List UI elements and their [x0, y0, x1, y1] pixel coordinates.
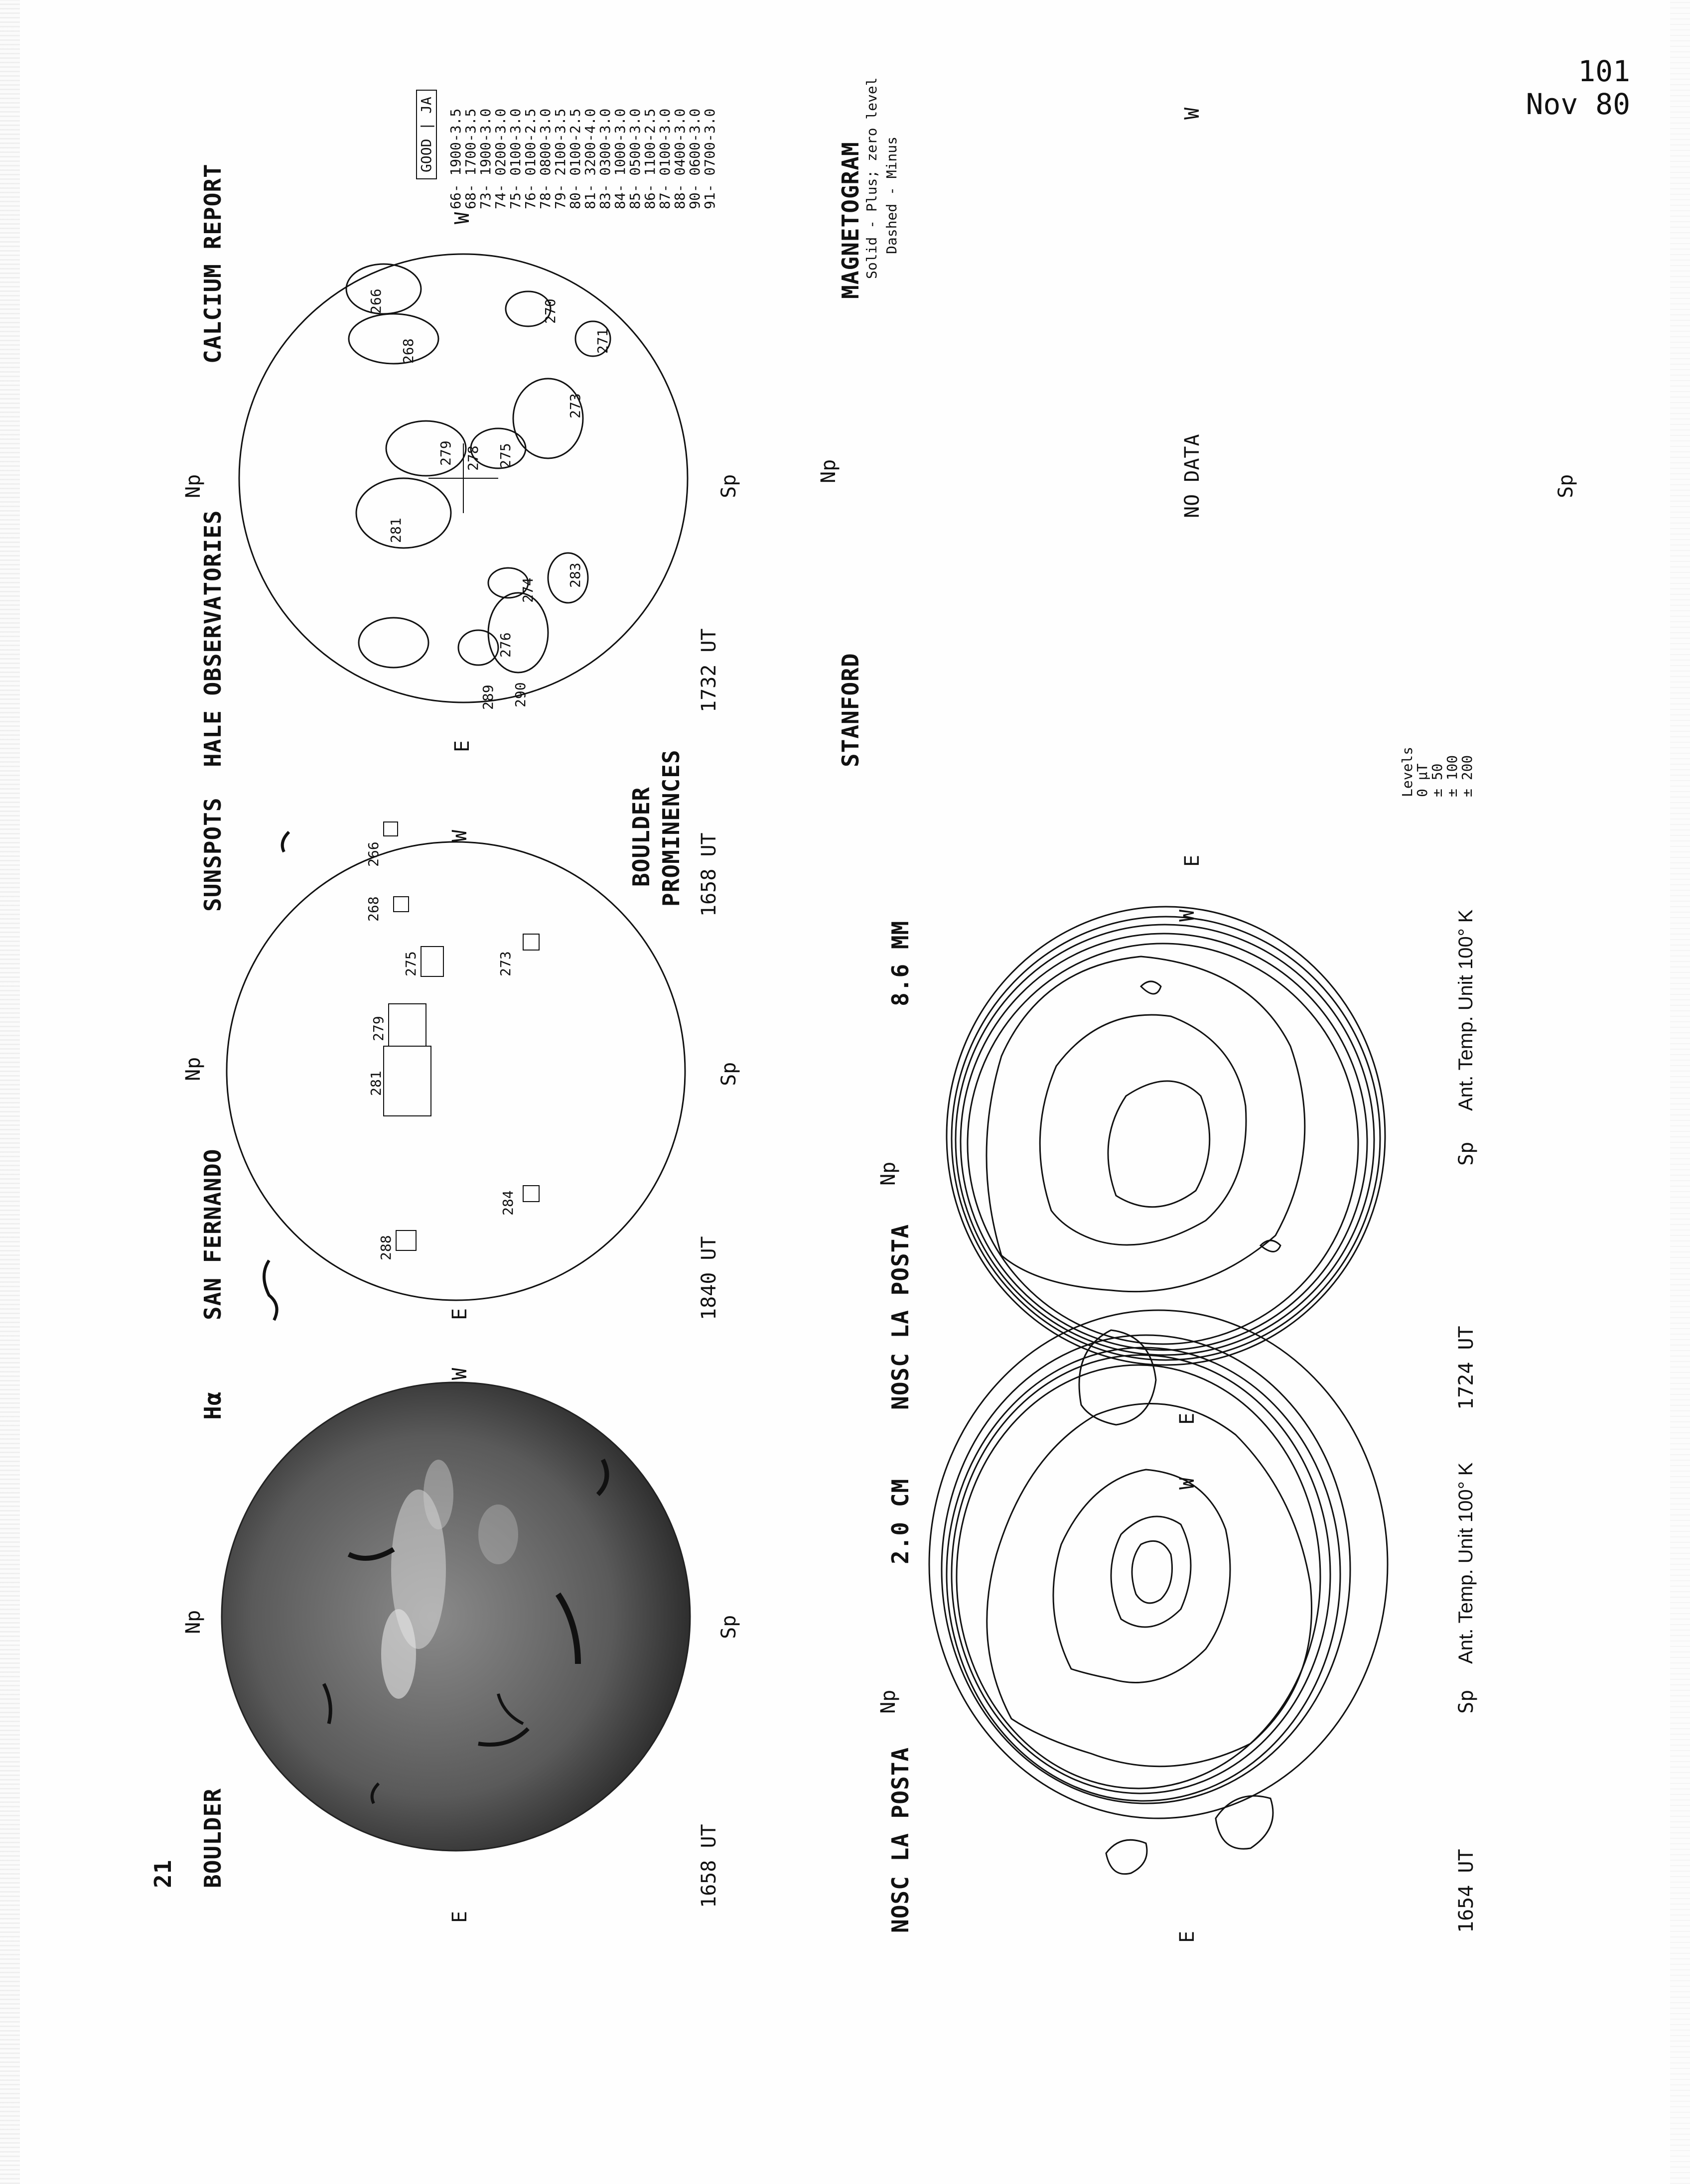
halpha-east: E — [448, 1911, 471, 1923]
prominences-line2: PROMINENCES — [658, 749, 685, 907]
plage-label: 279 — [437, 440, 454, 466]
plage-label: 281 — [388, 518, 404, 543]
sunspot-region-label: 288 — [378, 1235, 394, 1260]
sunspots-west: W — [448, 829, 471, 842]
level-entry: ± 200 — [1459, 755, 1475, 797]
plage-label: 268 — [400, 338, 417, 364]
calcium-observatory: HALE OBSERVATORIES — [199, 510, 226, 767]
plage-label: 276 — [497, 632, 514, 658]
sunspot-region-label: 266 — [365, 841, 382, 867]
sunspot-region-label: 268 — [365, 896, 382, 922]
level-entry: ± 50 — [1429, 763, 1445, 797]
plage-label: 283 — [567, 562, 583, 588]
halpha-line: Hα — [199, 1391, 226, 1420]
page-month: Nov 80 — [1526, 87, 1630, 121]
magnetogram-north: Np — [817, 459, 840, 483]
plage-entry: 76- 0100-2.5 — [522, 108, 539, 209]
halpha-north: Np — [182, 1610, 205, 1634]
halpha-time: 1658 UT — [698, 1824, 720, 1908]
calcium-time: 1732 UT — [698, 628, 720, 712]
halpha-west: W — [448, 1367, 471, 1380]
plage-label: 275 — [497, 443, 514, 468]
radio86-observatory: NOSC LA POSTA — [887, 1224, 914, 1410]
calcium-title: CALCIUM REPORT — [199, 163, 226, 364]
plage-entry: 83- 0300-3.0 — [597, 108, 613, 209]
sunspot-region-label: 281 — [368, 1071, 384, 1096]
calcium-plage-list — [448, 109, 717, 209]
plage-entry: 74- 0200-3.0 — [492, 108, 509, 209]
plage-entry: 85- 0500-3.0 — [627, 108, 643, 209]
radio86-time: 1724 UT — [1455, 1326, 1478, 1410]
plage-label: 271 — [594, 328, 611, 354]
radio86-north: Np — [877, 1161, 900, 1186]
plage-entry: 66- 1900-3.5 — [447, 108, 464, 209]
plage-entry: 73- 1900-3.0 — [477, 108, 494, 209]
calcium-north: Np — [182, 474, 205, 498]
magnetogram-title: MAGNETOGRAM — [837, 141, 864, 299]
halpha-observatory: BOULDER — [199, 1788, 226, 1888]
radio86-east: E — [1176, 1412, 1199, 1425]
radio20-east: E — [1176, 1930, 1199, 1943]
radio20-time: 1654 UT — [1455, 1849, 1478, 1933]
level-entry: ± 100 — [1444, 755, 1460, 797]
radio20-observatory: NOSC LA POSTA — [887, 1747, 914, 1933]
radio20-north: Np — [877, 1689, 900, 1714]
halpha-disk — [222, 1382, 690, 1851]
plage-entry: 88- 0400-3.0 — [672, 108, 688, 209]
plage-entry: 78- 0800-3.0 — [537, 108, 554, 209]
radio86-unit: Ant. Temp. Unit 100° K — [1455, 909, 1477, 1111]
magnetogram-line1: Solid - Plus; zero level — [863, 77, 880, 279]
calcium-east: E — [451, 740, 474, 752]
halpha-south: Sp — [717, 1615, 740, 1639]
sunspots-south: Sp — [717, 1062, 740, 1086]
sunspots-north: Np — [182, 1057, 205, 1081]
prominences-time: 1658 UT — [698, 832, 720, 917]
magnetogram-no-data: NO DATA — [1181, 434, 1204, 518]
sunspot-region-label: 273 — [497, 951, 514, 976]
plage-entry: 81- 3200-4.0 — [582, 108, 598, 209]
plage-entry: 90- 0600-3.0 — [687, 108, 703, 209]
plage-label: 274 — [520, 577, 536, 603]
calcium-west: W — [451, 212, 474, 224]
plage-entry: 84- 1000-3.0 — [612, 108, 628, 209]
sunspots-observatory: SAN FERNANDO — [199, 1148, 226, 1320]
radio-86mm-map — [947, 907, 1385, 1365]
radio-20cm-map — [929, 1310, 1388, 1874]
sunspots-title: SUNSPOTS — [199, 797, 226, 912]
radio86-south: Sp — [1455, 1141, 1478, 1166]
sunspots-time: 1840 UT — [698, 1236, 720, 1320]
calcium-disk — [239, 254, 688, 702]
plage-label: 266 — [368, 288, 384, 314]
radio20-west: W — [1176, 1477, 1199, 1490]
calcium-quality-code: JA — [418, 97, 434, 114]
plage-entry: 79- 2100-3.5 — [552, 108, 568, 209]
sunspot-region-label: 275 — [403, 951, 419, 976]
magnetogram-line2: Dashed - Minus — [883, 136, 900, 254]
radio20-unit: Ant. Temp. Unit 100° K — [1455, 1462, 1477, 1664]
magnetogram-south: Sp — [1554, 474, 1577, 498]
plage-entry: 75- 0100-3.0 — [507, 108, 524, 209]
sunspot-region-label: 279 — [370, 1016, 387, 1041]
plage-label: 270 — [542, 298, 559, 324]
radio20-south: Sp — [1455, 1689, 1478, 1714]
magnetogram-west: W — [1181, 107, 1204, 120]
plage-label: 273 — [567, 393, 583, 418]
magnetogram-observatory: STANFORD — [837, 653, 864, 767]
plage-entry: 91- 0700-3.0 — [702, 108, 718, 209]
plage-label: 289 — [480, 684, 496, 710]
radio86-band: 8.6 MM — [887, 920, 914, 1006]
panel-number: 21 — [149, 1859, 176, 1888]
page-number: 101 — [1578, 54, 1630, 88]
level-entry: 0 μT — [1414, 763, 1430, 797]
magnetogram-levels-title: Levels — [1399, 746, 1415, 797]
plage-label: 290 — [512, 682, 529, 707]
plage-entry: 68- 1700-3.5 — [462, 108, 479, 209]
plage-label: 278 — [465, 445, 481, 471]
sunspot-region-label: 284 — [500, 1190, 516, 1216]
magnetogram-levels — [1415, 755, 1475, 797]
sunspot-disk — [227, 822, 685, 1320]
sunspots-east: E — [448, 1308, 471, 1320]
magnetogram-east: E — [1181, 854, 1204, 867]
calcium-south: Sp — [717, 474, 740, 498]
plage-entry: 86- 1100-2.5 — [642, 108, 658, 209]
prominences-line1: BOULDER — [628, 787, 655, 887]
radio20-band: 2.0 CM — [887, 1478, 914, 1564]
plage-entry: 80- 0100-2.5 — [567, 108, 583, 209]
plage-entry: 87- 0100-3.0 — [657, 108, 673, 209]
calcium-quality-box: GOOD | JA — [416, 90, 437, 179]
radio86-west: W — [1176, 909, 1199, 922]
calcium-quality: GOOD — [418, 138, 434, 172]
